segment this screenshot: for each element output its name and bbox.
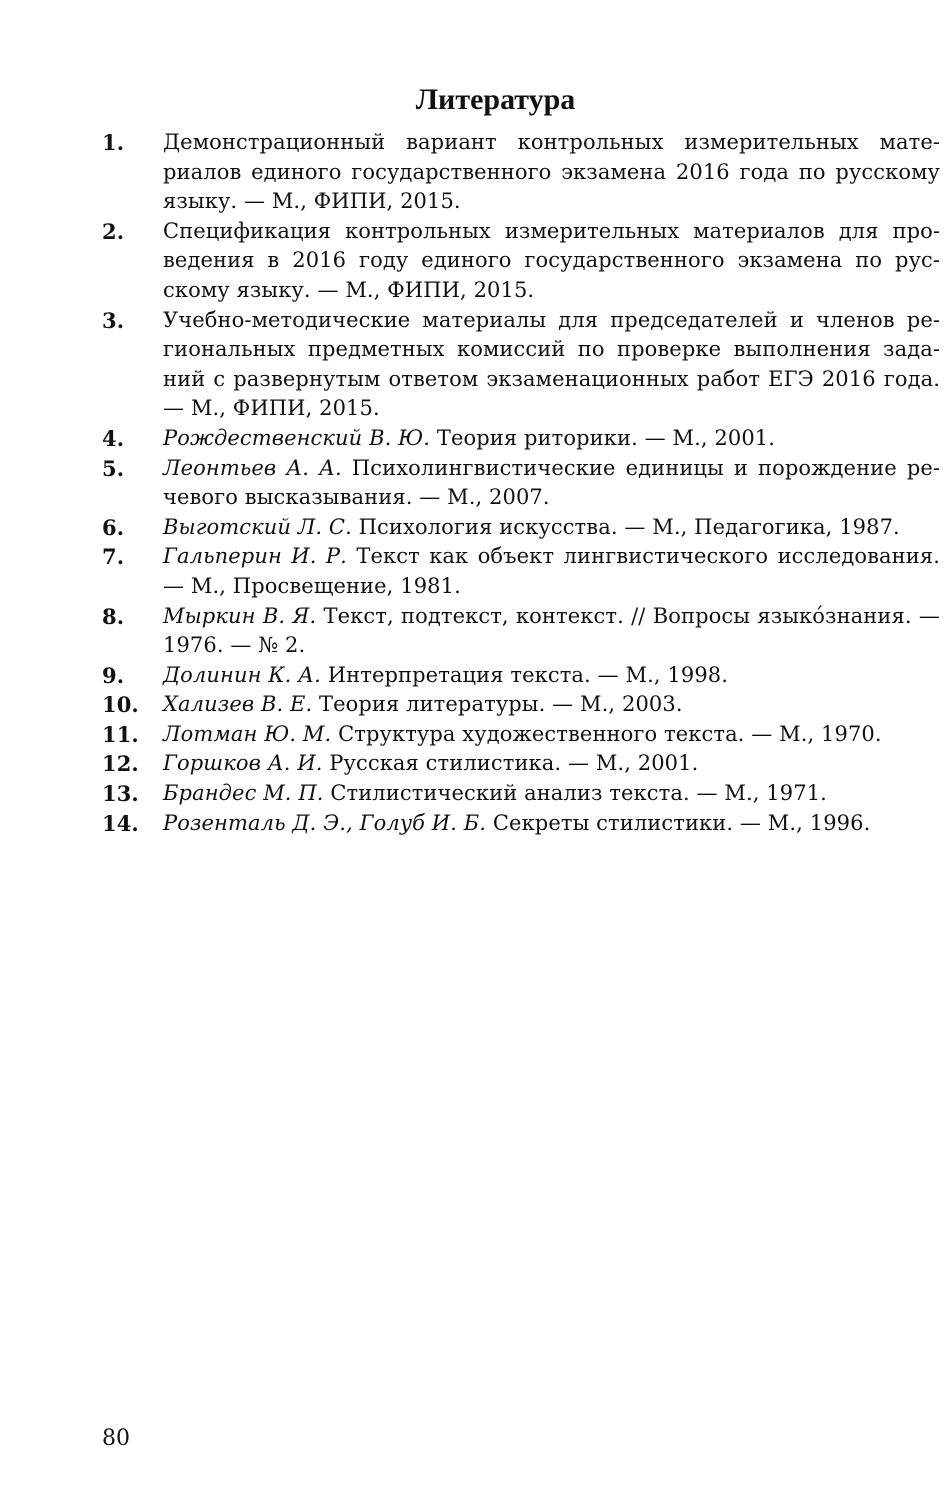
reference-author: Мыркин В. Я. xyxy=(163,603,317,628)
reference-author: Рождественский В. Ю. xyxy=(163,425,431,450)
reference-text xyxy=(163,809,940,839)
reference-description: Текст, подтекст, контекст. // Вопросы языко́знания. — 1976. — № 2. xyxy=(163,603,940,658)
reference-text xyxy=(163,661,940,691)
page-number: 80 xyxy=(102,1426,130,1451)
reference-number: 7. xyxy=(102,544,125,570)
reference-item xyxy=(102,602,940,661)
reference-number: 4. xyxy=(102,425,125,451)
reference-description: Учебно-методические материалы для председателей и членов региональных предметных комиссий по проверке выполнения заданий с развернутым ответом экзаменационных работ ЕГЭ 2016 года. — М., ФИПИ, 2015. xyxy=(163,307,940,421)
reference-text xyxy=(163,602,940,661)
reference-text xyxy=(163,720,940,750)
reference-number: 2. xyxy=(102,218,125,244)
reference-author: Брандес М. П. xyxy=(163,781,324,806)
reference-text xyxy=(163,513,940,543)
reference-description: Стилистический анализ текста. — М., 1971. xyxy=(323,781,827,806)
reference-description: Демонстрационный вариант контрольных измерительных материалов единого государственного экзамена 2016 года по русскому языку. — М., ФИПИ, 2015. xyxy=(163,130,940,214)
reference-description: Спецификация контрольных измерительных материалов для проведения в 2016 году единого государственного экзамена по русскому языку. — М., ФИПИ, 2015. xyxy=(163,218,940,302)
reference-item xyxy=(102,513,940,543)
reference-item xyxy=(102,542,940,601)
reference-description: Секреты стилистики. — М., 1996. xyxy=(486,810,871,835)
reference-description: Текст как объект лингвистического исследования. — М., Просвещение, 1981. xyxy=(163,544,940,598)
reference-author: Лотман Ю. М. xyxy=(163,721,332,746)
reference-number: 3. xyxy=(102,307,125,333)
reference-number: 9. xyxy=(102,662,125,688)
reference-text xyxy=(163,424,940,454)
reference-author: Розенталь Д. Э., Голуб И. Б. xyxy=(163,810,487,835)
reference-number: 11. xyxy=(102,721,139,747)
reference-item xyxy=(102,720,940,750)
reference-item xyxy=(102,779,940,809)
reference-item xyxy=(102,749,940,779)
reference-author: Долинин К. А. xyxy=(163,662,321,687)
reference-author: Выготский Л. С. xyxy=(163,514,352,539)
reference-description: Структура художественного текста. — М., 1970. xyxy=(331,721,882,746)
reference-number: 5. xyxy=(102,455,125,481)
reference-number: 8. xyxy=(102,603,125,629)
reference-author: Хализев В. Е. xyxy=(163,692,313,717)
reference-text xyxy=(163,779,940,809)
reference-text xyxy=(163,749,940,779)
reference-item xyxy=(102,690,940,720)
reference-text xyxy=(163,306,940,424)
reference-text xyxy=(163,217,940,306)
reference-number: 6. xyxy=(102,514,125,540)
reference-number: 1. xyxy=(102,130,125,155)
reference-number: 14. xyxy=(102,810,139,836)
reference-item xyxy=(102,454,940,513)
reference-item xyxy=(102,306,940,424)
reference-text xyxy=(163,128,940,217)
reference-text xyxy=(163,542,940,601)
reference-item xyxy=(102,661,940,691)
reference-description: Психология искусства. — М., Педагогика, 1987. xyxy=(351,514,900,539)
reference-author: Леонтьев А. А. xyxy=(163,455,342,480)
reference-item xyxy=(102,217,940,306)
reference-item xyxy=(102,424,940,454)
reference-item xyxy=(102,809,940,839)
reference-description: Интерпретация текста. — М., 1998. xyxy=(320,662,729,687)
reference-text xyxy=(163,454,940,513)
reference-author: Гальперин И. Р. xyxy=(163,544,347,569)
reference-description: Психолингвистические единицы и порождение речевого высказывания. — М., 2007. xyxy=(163,455,940,510)
reference-description: Русская стилистика. — М., 2001. xyxy=(322,751,699,776)
reference-number: 13. xyxy=(102,781,139,807)
reference-description: Теория риторики. — М., 2001. xyxy=(430,425,776,450)
reference-text xyxy=(163,690,940,720)
reference-author: Горшков А. И. xyxy=(163,751,323,776)
reference-number: 10. xyxy=(102,692,139,718)
reference-description: Теория литературы. — М., 2003. xyxy=(312,692,683,717)
reference-list xyxy=(102,128,940,838)
reference-number: 12. xyxy=(102,751,139,777)
reference-item xyxy=(102,128,940,217)
page-title: Литература xyxy=(415,83,576,117)
